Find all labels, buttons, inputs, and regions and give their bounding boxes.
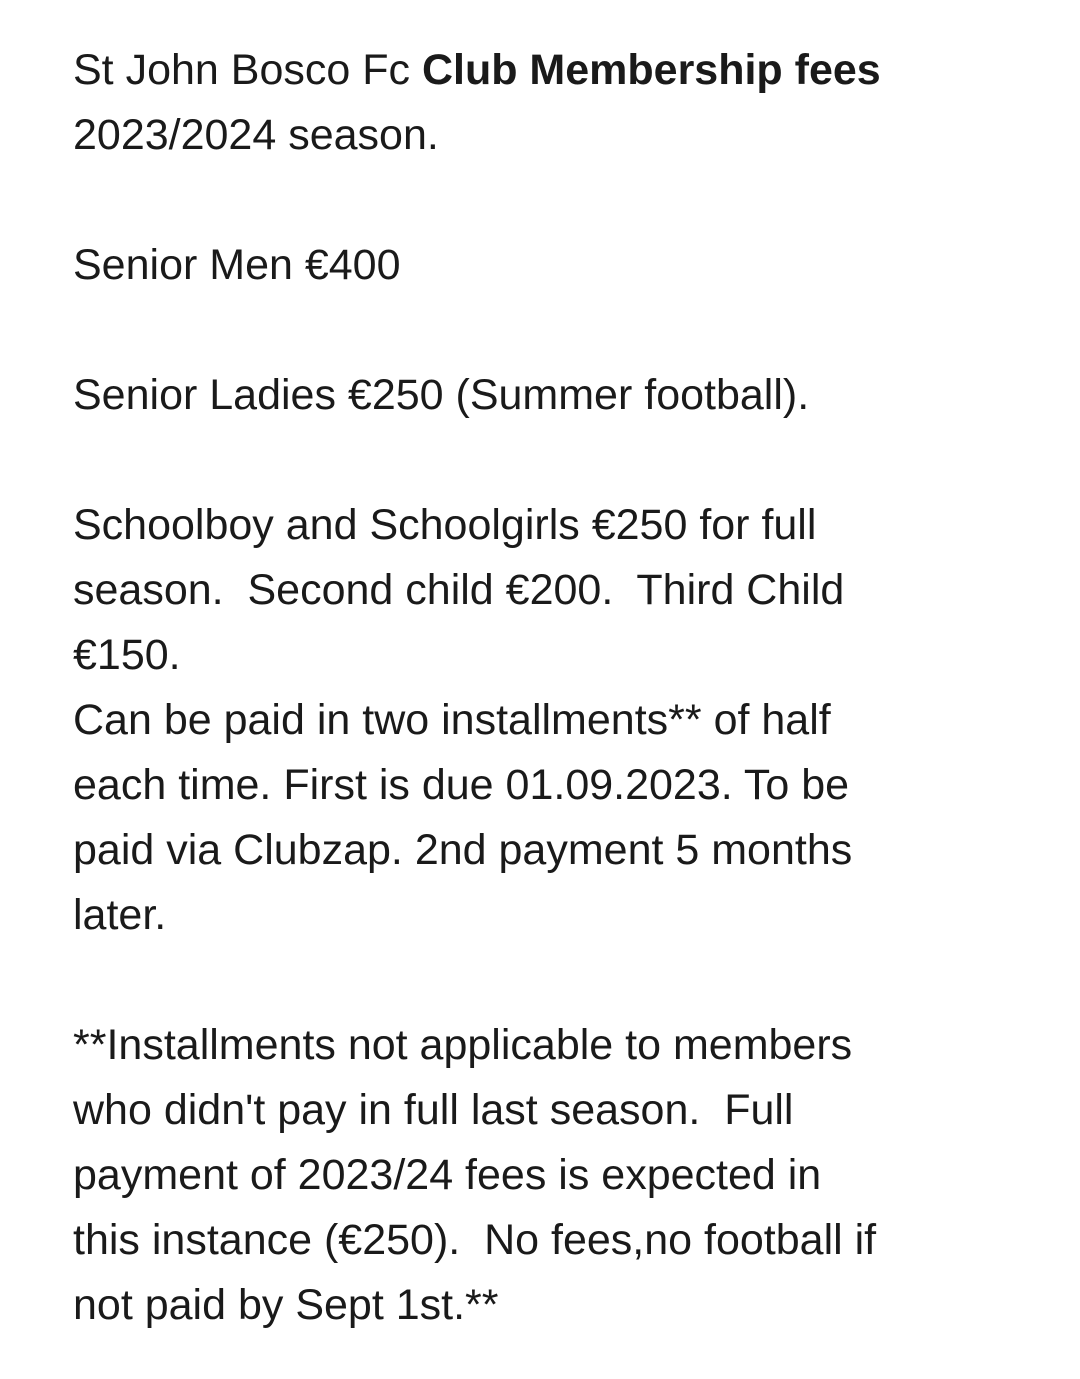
- title-line: [73, 38, 1063, 103]
- season-line: 2023/2024 season.: [73, 111, 439, 159]
- spacer: [73, 298, 1063, 363]
- schoolboy-fee-line-1: Schoolboy and Schoolgirls €250 for full: [73, 501, 817, 549]
- note-line-2: who didn't pay in full last season. Full: [73, 1086, 794, 1134]
- note-line-1: **Installments not applicable to members: [73, 1021, 853, 1069]
- club-name: St John Bosco Fc: [73, 46, 422, 94]
- note-line-3: payment of 2023/24 fees is expected in: [73, 1151, 822, 1199]
- installments-line-2: each time. First is due 01.09.2023. To be: [73, 761, 850, 809]
- installments-line-1: Can be paid in two installments** of half: [73, 696, 831, 744]
- note-line-5: not paid by Sept 1st.**: [73, 1281, 499, 1329]
- schoolboy-fee-line-3: €150.: [73, 631, 181, 679]
- note-line-4: this instance (€250). No fees,no football if: [73, 1216, 877, 1264]
- senior-men-fee: Senior Men €400: [73, 241, 401, 289]
- spacer: [73, 168, 1063, 233]
- senior-ladies-fee: Senior Ladies €250 (Summer football).: [73, 371, 810, 419]
- installments-line-4: later.: [73, 891, 167, 939]
- membership-fees-document: [73, 38, 1063, 1338]
- schoolboy-fee-line-2: season. Second child €200. Third Child: [73, 566, 845, 614]
- spacer: [73, 948, 1063, 1013]
- heading-bold: Club Membership fees: [421, 46, 881, 94]
- spacer: [73, 428, 1063, 493]
- installments-line-3: paid via Clubzap. 2nd payment 5 months: [73, 826, 853, 874]
